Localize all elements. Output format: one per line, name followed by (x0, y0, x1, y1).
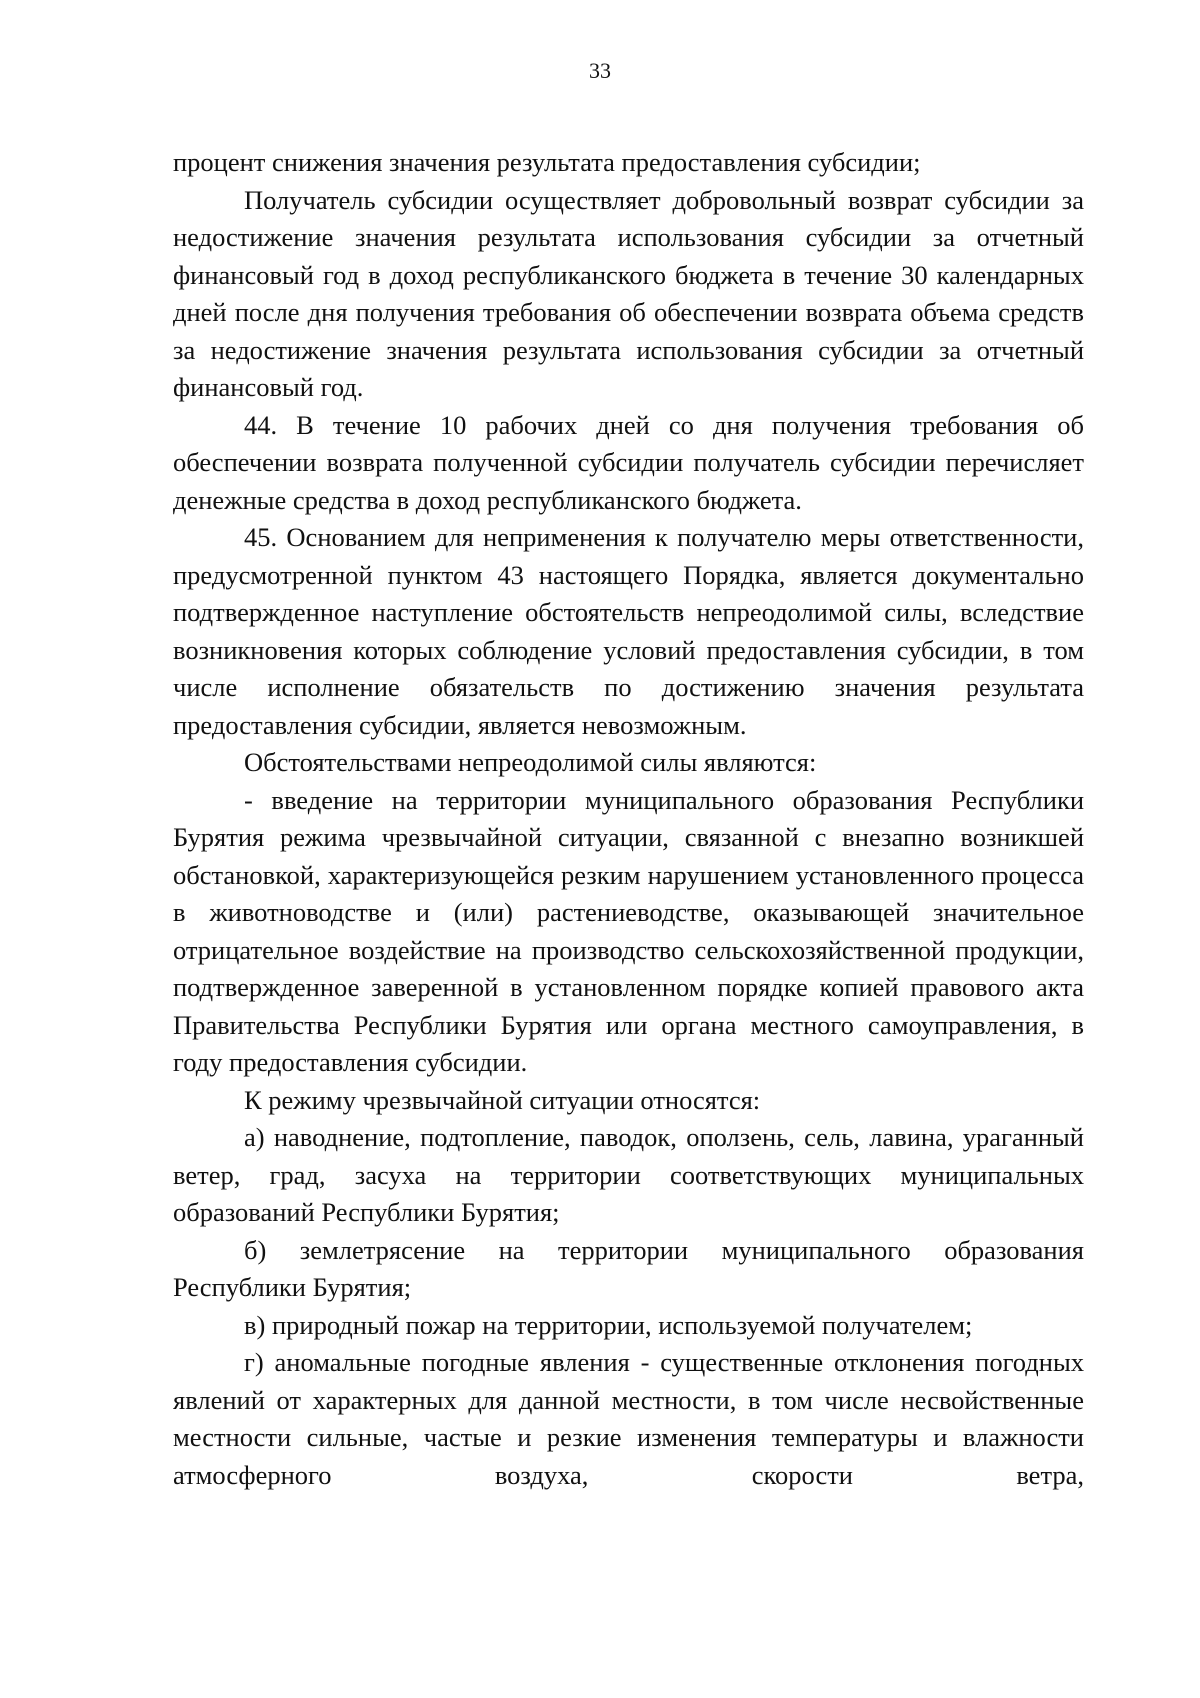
paragraph-force-majeure-heading: Обстоятельствами непреодолимой силы являются: (244, 747, 817, 777)
paragraph-emergency-regime: - введение на территории муниципального образования Республики Бурятия режима чрезвычайной ситуации, связанной с внезапно возникшей обстановкой, характеризующейся резким нарушением установленного процесса в животноводстве и (или) растениеводстве, оказывающей значительное отрицательное воздействие на производство сельскохозяйственной продукции, подтвержденное заверенной в установленном порядке копией правового акта Правительства Республики Бурятия или органа местного самоуправления, в году предоставления субсидии. (173, 784, 1084, 1077)
list-item-g: г) аномальные погодные явления - существенные отклонения погодных явлений от характерных для данной местности, в том числе несвойственные местности сильные, частые и резкие изменения температуры и влажности атмосферного воздуха, скорости ветра, (173, 1347, 1084, 1490)
page-number: 33 (589, 58, 611, 83)
paragraph-continuation: процент снижения значения результата предоставления субсидии; (173, 147, 921, 177)
document-body (173, 144, 1084, 1494)
paragraph-item-45: 45. Основанием для неприменения к получателю меры ответственности, предусмотренной пунктом 43 настоящего Порядка, является документально подтвержденное наступление обстоятельств непреодолимой силы, вследствие возникновения которых соблюдение условий предоставления субсидии, в том числе исполнение обязательств по достижению значения результата предоставления субсидии, является невозможным. (173, 522, 1084, 740)
paragraph-voluntary-return: Получатель субсидии осуществляет добровольный возврат субсидии за недостижение значения результата использования субсидии за отчетный финансовый год в доход республиканского бюджета в течение 30 календарных дней после дня получения требования об обеспечении возврата объема средств за недостижение значения результата использования субсидии за отчетный финансовый год. (173, 184, 1084, 402)
paragraph-item-44: 44. В течение 10 рабочих дней со дня получения требования об обеспечении возврата полученной субсидии получатель субсидии перечисляет денежные средства в доход республиканского бюджета. (173, 409, 1084, 515)
paragraph-emergency-types-heading: К режиму чрезвычайной ситуации относятся: (244, 1084, 761, 1115)
list-item-b: б) землетрясение на территории муниципального образования Республики Бурятия; (173, 1234, 1084, 1302)
list-item-a: а) наводнение, подтопление, паводок, оползень, сель, лавина, ураганный ветер, град, засуха на территории соответствующих муниципальных образований Республики Бурятия; (173, 1122, 1084, 1227)
list-item-v: в) природный пожар на территории, используемой получателем; (244, 1309, 973, 1340)
